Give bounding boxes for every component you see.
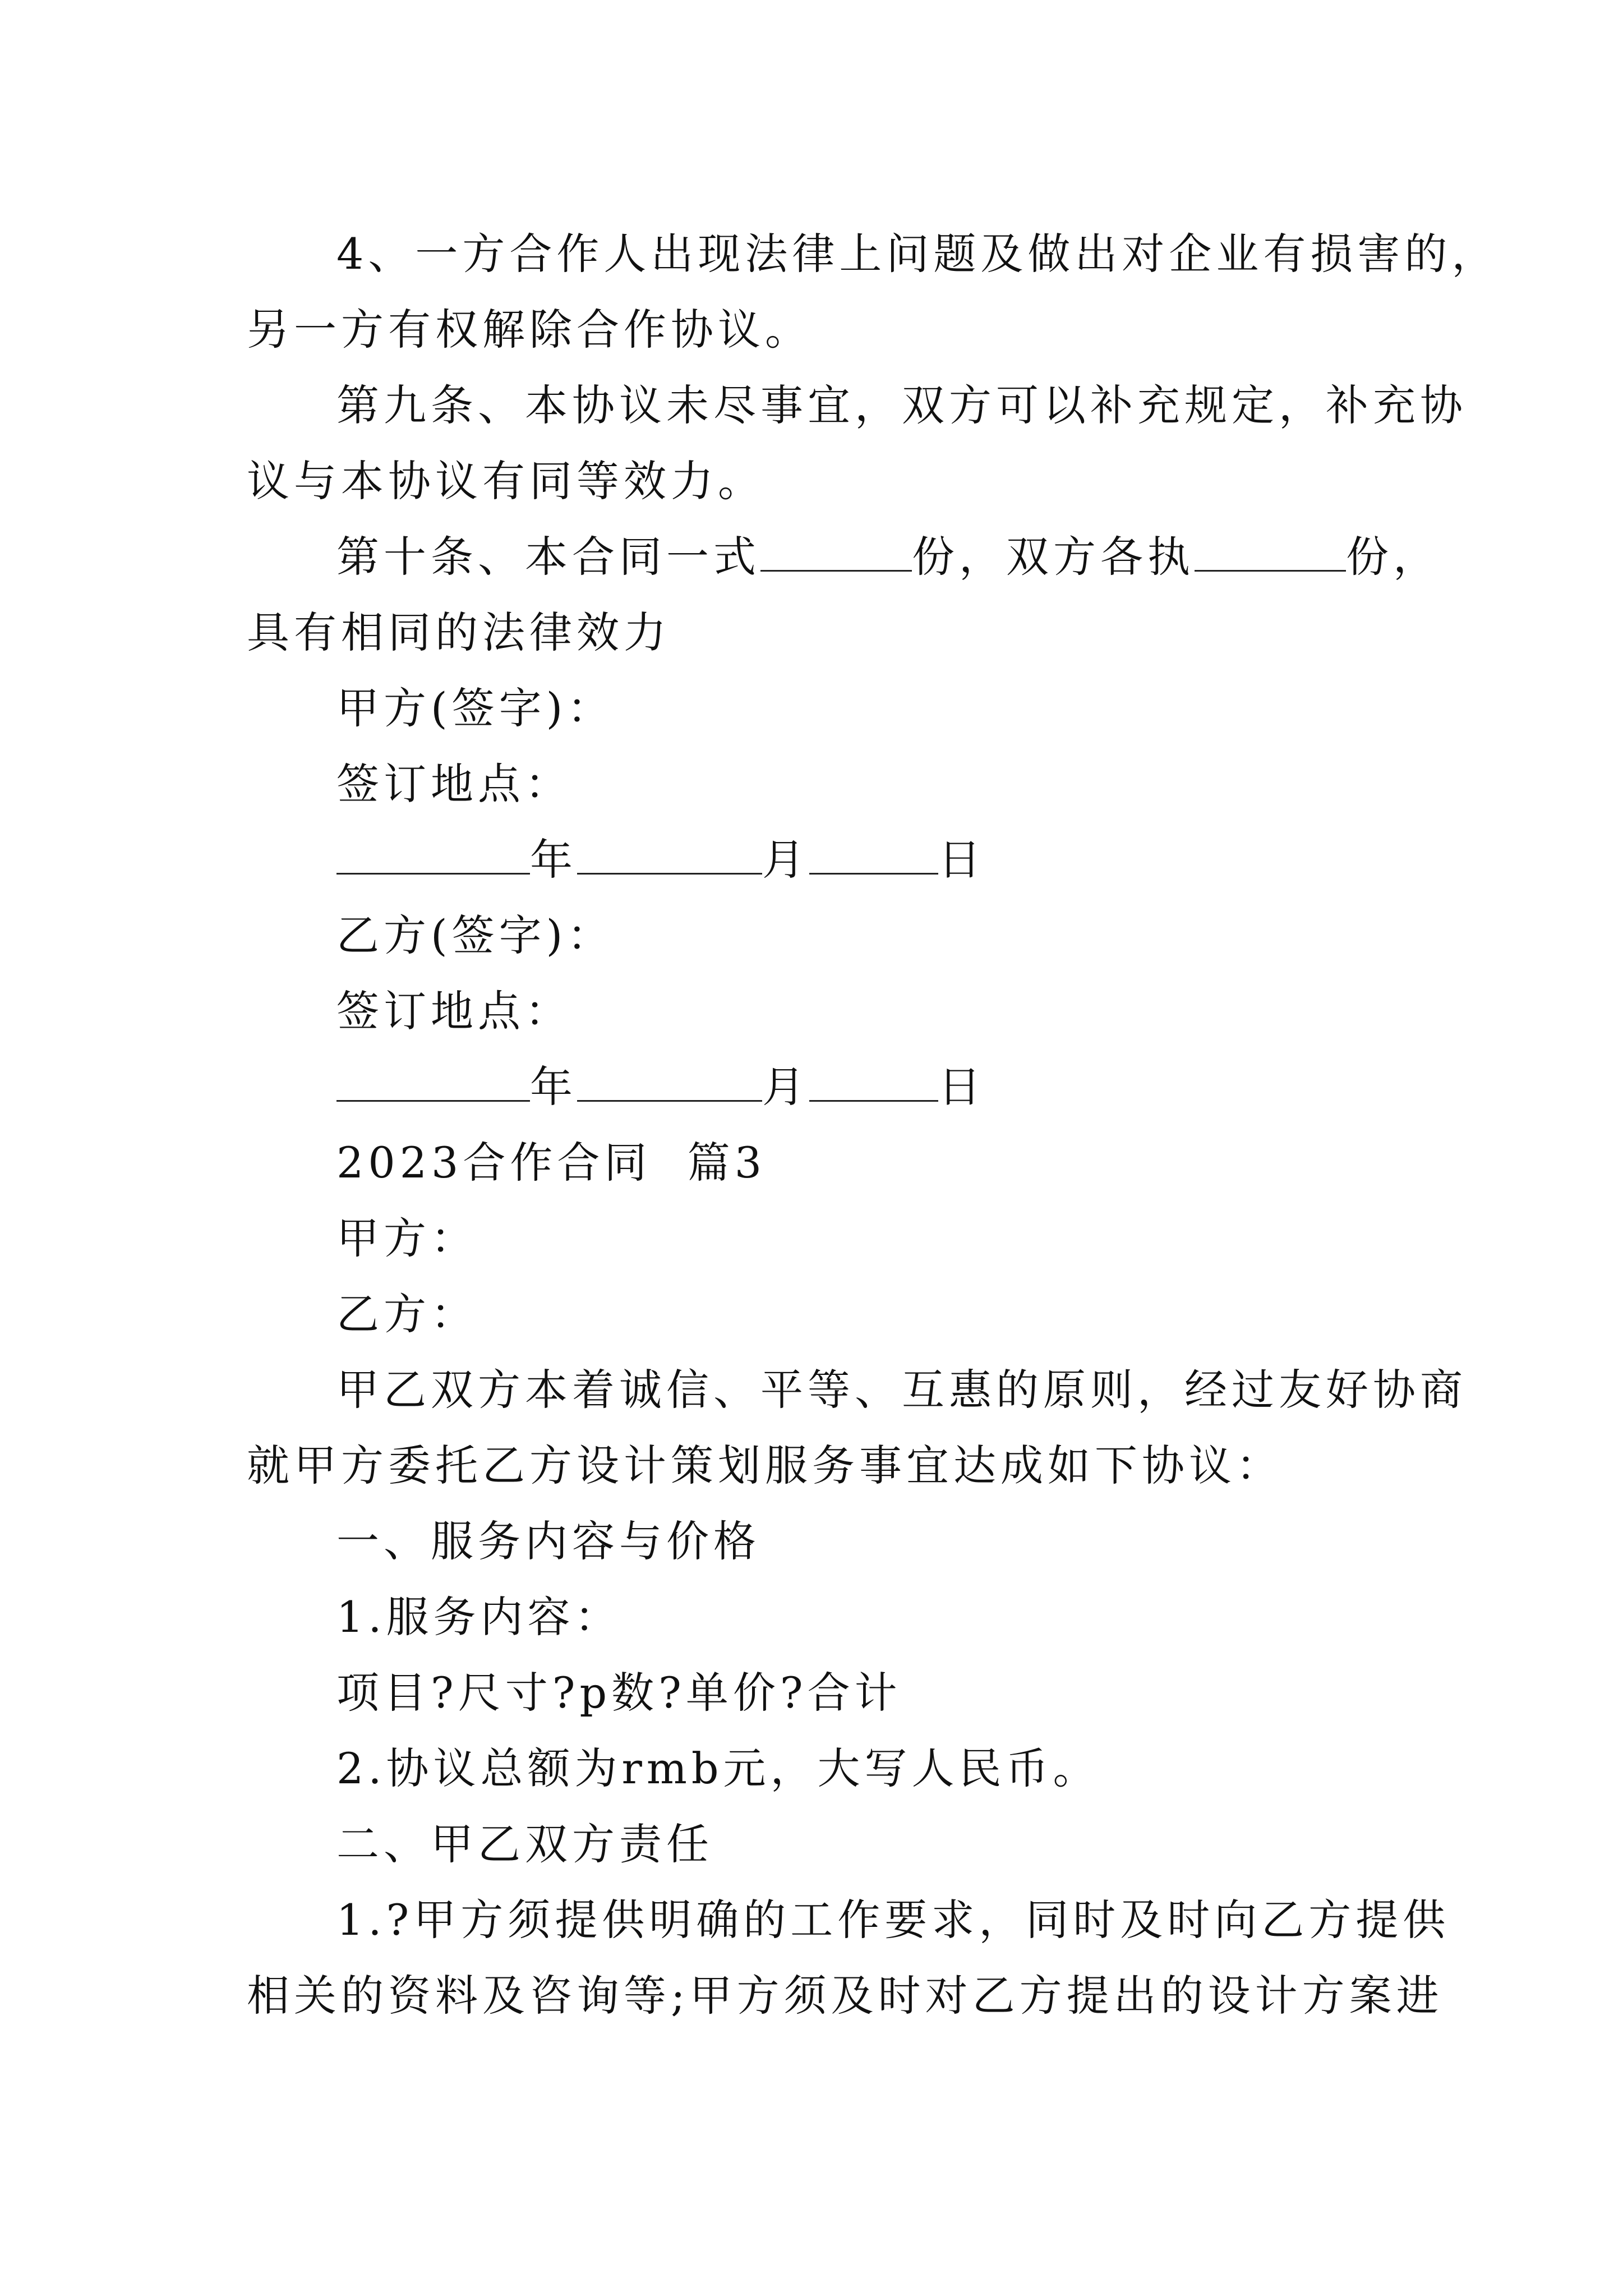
blank-year <box>336 1059 530 1102</box>
blank-month <box>577 831 762 875</box>
sign-place-a-label: 签订地点： <box>336 759 572 809</box>
blank-each-copies <box>1195 528 1346 572</box>
paragraph-line: 具有相同的法律效力 <box>247 608 671 657</box>
paragraph-line: 就甲方委托乙方设计策划服务事宜达成如下协议： <box>247 1441 1283 1490</box>
paragraph-line: 议与本协议有同等效力。 <box>247 456 765 506</box>
paragraph-line: 相关的资料及咨询等;甲方须及时对乙方提出的设计方案进 <box>247 1971 1444 2021</box>
blank-month <box>577 1059 762 1102</box>
party-b-label: 乙方： <box>336 1289 478 1339</box>
section-title: 2023合作合同 篇3 <box>336 1138 767 1188</box>
date-line-a <box>247 822 1391 898</box>
list-item: 1.服务内容： <box>336 1592 622 1642</box>
copies-clause-line <box>247 519 1440 595</box>
party-b-signature-label: 乙方(签字)： <box>336 910 615 960</box>
month-label: 月 <box>762 835 809 885</box>
party-a-label: 甲方： <box>336 1213 478 1263</box>
heading-service-content: 一、服务内容与价格 <box>336 1516 760 1566</box>
heading-responsibilities: 二、甲乙双方责任 <box>336 1819 713 1869</box>
month-label: 月 <box>762 1062 809 1112</box>
copies-clause-suffix: 份， <box>1346 532 1440 582</box>
blank-day <box>809 831 938 875</box>
blank-total-copies <box>760 528 912 572</box>
blank-year <box>336 831 530 875</box>
day-label: 日 <box>938 835 985 885</box>
copies-clause-prefix: 第十条、本合同一式 <box>336 532 760 582</box>
paragraph-line: 1.?甲方须提供明确的工作要求，同时及时向乙方提供 <box>336 1895 1450 1945</box>
document-body <box>247 216 1499 2033</box>
date-line-b <box>247 1049 1391 1125</box>
list-item: 2.协议总额为rmb元，大写人民币。 <box>336 1743 1100 1793</box>
list-item: 项目?尺寸?p数?单价?合计 <box>336 1668 902 1718</box>
sign-place-b-label: 签订地点： <box>336 986 572 1036</box>
paragraph-line: 另一方有权解除合作协议。 <box>247 305 812 355</box>
day-label: 日 <box>938 1062 985 1112</box>
paragraph-line: 第九条、本协议未尽事宜，双方可以补充规定，补充协 <box>336 380 1467 430</box>
paragraph-line: 甲乙双方本着诚信、平等、互惠的原则，经过友好协商 <box>336 1365 1467 1415</box>
paragraph-line: 4、一方合作人出现法律上问题及做出对企业有损害的， <box>336 229 1499 279</box>
year-label: 年 <box>530 1062 577 1112</box>
copies-clause-mid: 份，双方各执 <box>912 532 1195 582</box>
party-a-signature-label: 甲方(签字)： <box>336 683 615 733</box>
blank-day <box>809 1059 938 1102</box>
year-label: 年 <box>530 835 577 885</box>
